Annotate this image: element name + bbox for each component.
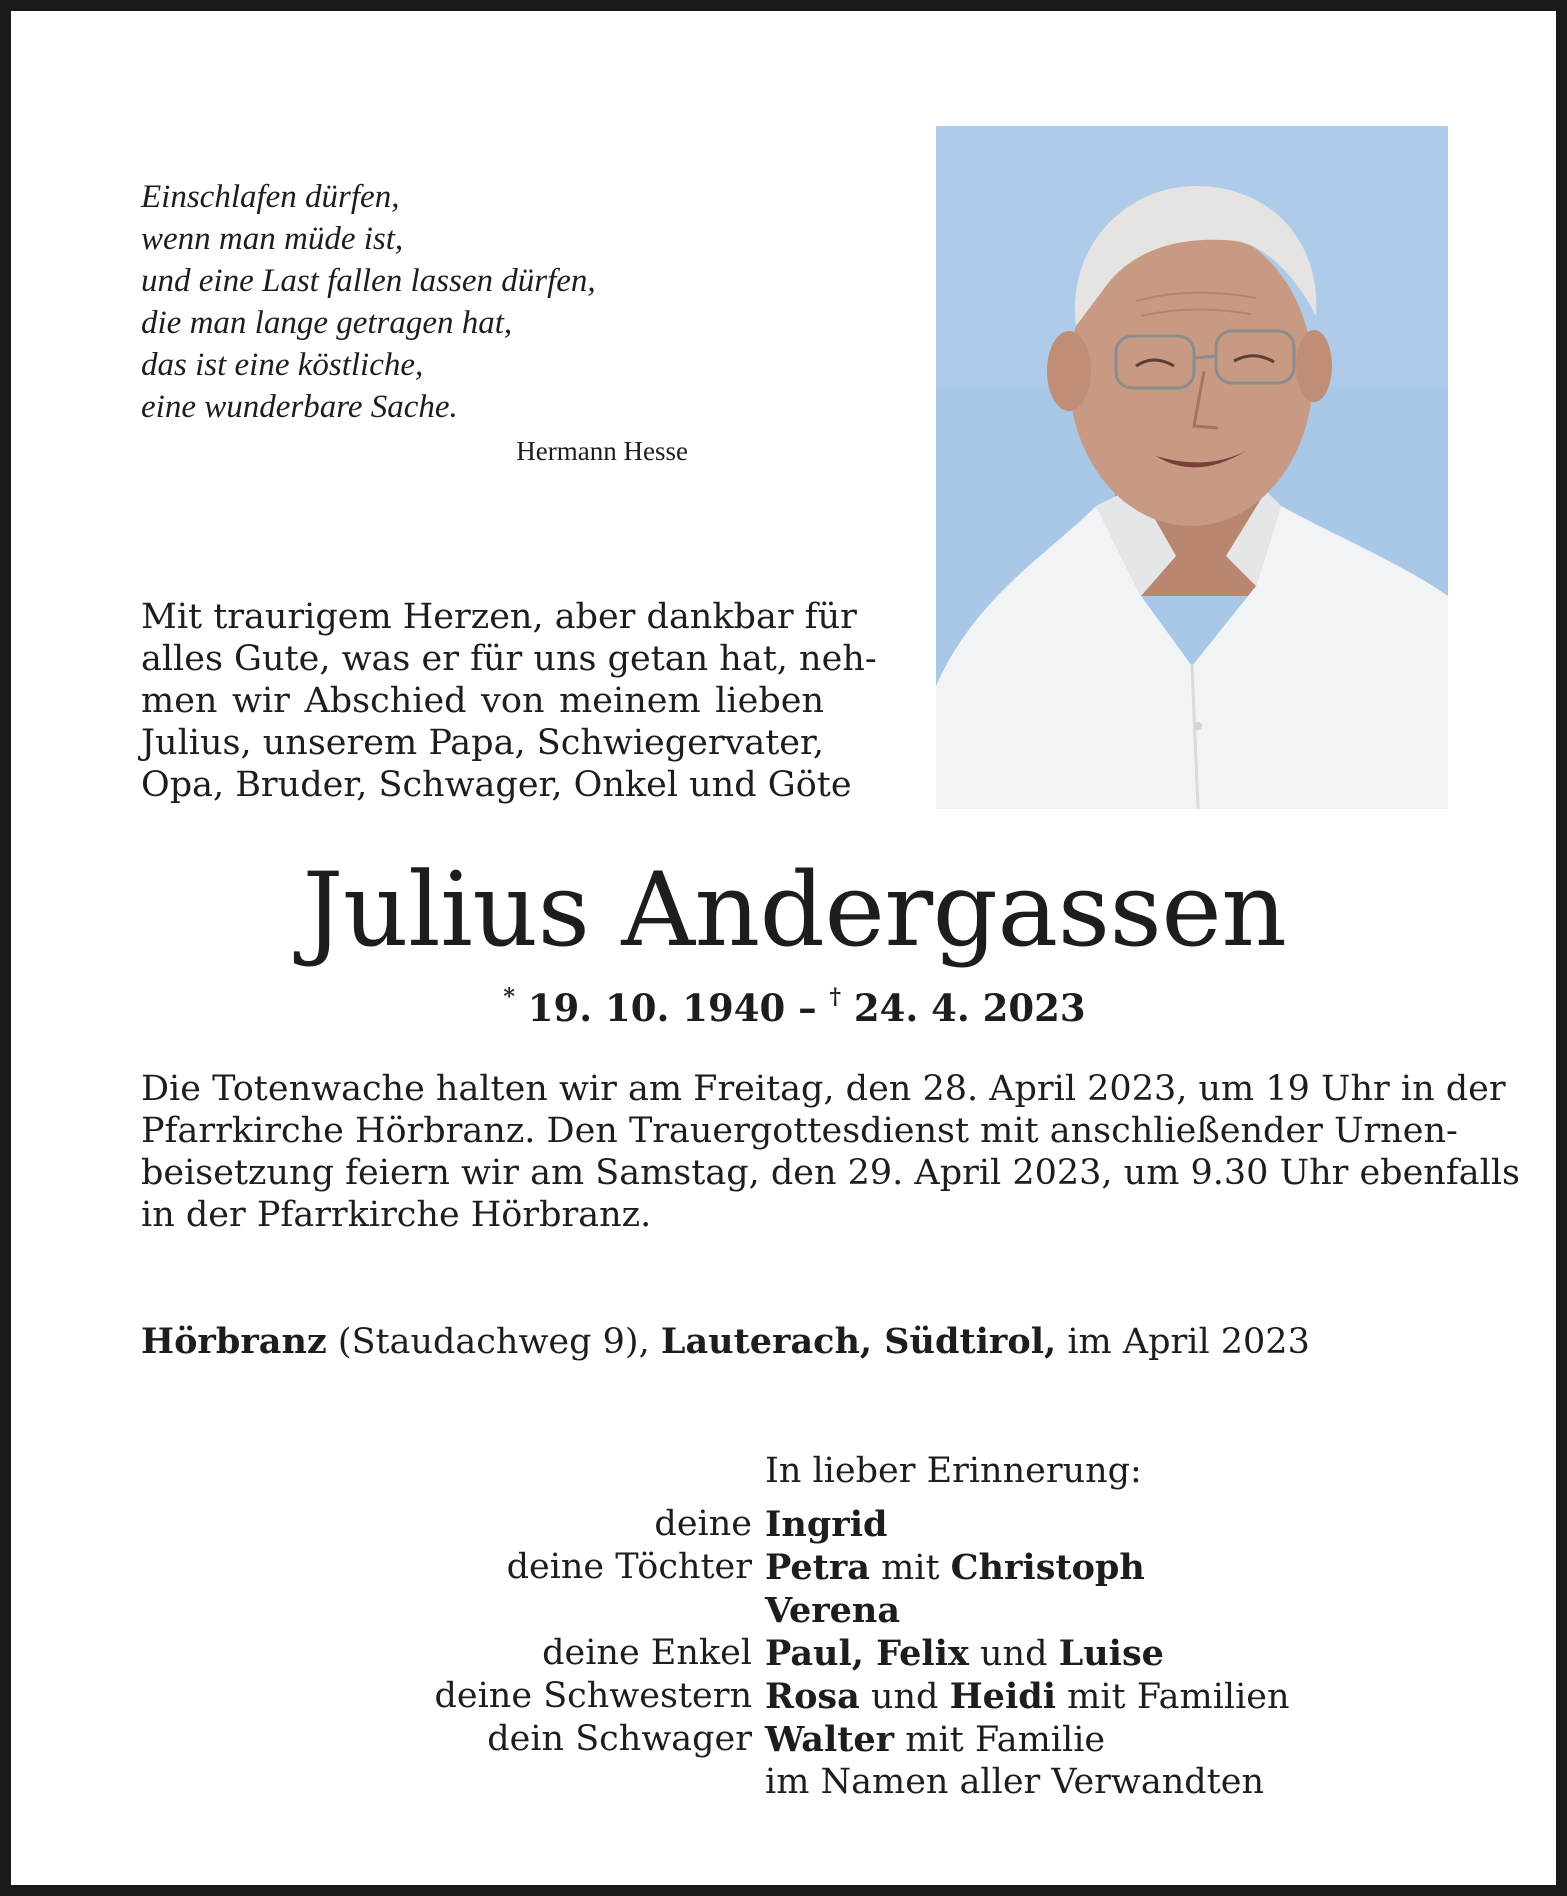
funeral-notice <box>141 1068 1521 1236</box>
family-relation: dein Schwager <box>487 1719 752 1759</box>
place-line <box>141 1321 1450 1362</box>
family-name: Rosa <box>765 1676 860 1717</box>
death-symbol: † <box>829 983 842 1010</box>
deceased-name: Julius Andergassen <box>302 851 1287 970</box>
family-row <box>11 1719 1567 1761</box>
family-names <box>765 1504 888 1545</box>
family-closing-row <box>11 1762 1567 1804</box>
poem-author: Hermann Hesse <box>516 436 688 466</box>
family-relation: deine Enkel <box>542 1633 752 1673</box>
family-names <box>765 1547 1145 1588</box>
family-suffix: mit Familien <box>1067 1677 1290 1717</box>
portrait-illustration <box>936 126 1448 809</box>
family-row <box>11 1676 1567 1718</box>
family-name: Ingrid <box>765 1504 888 1545</box>
family-row <box>11 1504 1567 1546</box>
poem-line: Einschlafen dürfen, <box>141 179 400 215</box>
family-name: Petra <box>765 1547 870 1588</box>
family-names <box>765 1676 1290 1717</box>
place-town: Hörbranz <box>141 1321 327 1362</box>
family-relation: deine <box>654 1504 752 1544</box>
family-joiner: und <box>979 1634 1048 1674</box>
family-row <box>11 1590 1567 1632</box>
notice-line: in der Pfarrkirche Hörbranz. <box>141 1195 652 1235</box>
place-others: Lauterach, Südtirol, <box>660 1321 1057 1362</box>
family-names <box>765 1719 1105 1760</box>
family-name: Walter <box>765 1719 895 1760</box>
poem-line: das ist eine köstliche, <box>141 347 424 383</box>
family-names <box>765 1590 900 1631</box>
poem-line: eine wunderbare Sache. <box>141 389 458 425</box>
poem <box>141 176 741 428</box>
family-name: Verena <box>765 1590 901 1631</box>
family-relation: deine Töchter <box>506 1547 752 1587</box>
family-row <box>11 1633 1567 1675</box>
life-dates <box>11 983 1567 1030</box>
family-joiner: und <box>870 1677 939 1717</box>
portrait-photo <box>936 126 1448 809</box>
family-suffix: mit Familie <box>905 1720 1106 1760</box>
family-name: Paul, Felix <box>765 1633 969 1674</box>
place-address: (Staudachweg 9), <box>337 1322 650 1362</box>
family-row <box>11 1547 1567 1589</box>
intro-line: Mit traurigem Herzen, aber dankbar für <box>141 597 857 637</box>
notice-line: beisetzung feiern wir am Samstag, den 29. April 2023, um 9.30 Uhr ebenfalls <box>141 1153 1521 1193</box>
family-name: Christoph <box>950 1547 1145 1588</box>
poem-line: und eine Last fallen lassen dürfen, <box>141 263 596 299</box>
birth-symbol: * <box>503 983 515 1010</box>
birth-date: 19. 10. 1940 <box>527 986 786 1030</box>
poem-line: wenn man müde ist, <box>141 221 404 257</box>
date-separator: – <box>798 986 817 1030</box>
poem-line: die man lange getragen hat, <box>141 305 513 341</box>
intro-line: Julius, unserem Papa, Schwiegervater, <box>141 723 824 763</box>
death-date: 24. 4. 2023 <box>853 986 1086 1030</box>
memory-heading: In lieber Erinnerung: <box>765 1451 1142 1491</box>
intro-paragraph <box>141 596 877 806</box>
family-relation: deine Schwestern <box>434 1676 752 1716</box>
intro-line: men wir Abschied von meinem lieben <box>141 681 824 721</box>
place-date: im April 2023 <box>1067 1322 1310 1362</box>
family-joiner: mit <box>881 1548 940 1588</box>
family-name: Luise <box>1058 1633 1164 1674</box>
notice-line: Pfarrkirche Hörbranz. Den Trauergottesdienst mit anschließender Urnen- <box>141 1111 1458 1151</box>
family-names <box>765 1633 1164 1674</box>
intro-line: Opa, Bruder, Schwager, Onkel und Göte <box>141 765 852 805</box>
intro-line: alles Gute, was er für uns getan hat, neh- <box>141 639 877 679</box>
family-closing: im Namen aller Verwandten <box>765 1762 1264 1802</box>
notice-line: Die Totenwache halten wir am Freitag, den 28. April 2023, um 19 Uhr in der <box>141 1069 1506 1109</box>
family-name: Heidi <box>949 1676 1057 1717</box>
